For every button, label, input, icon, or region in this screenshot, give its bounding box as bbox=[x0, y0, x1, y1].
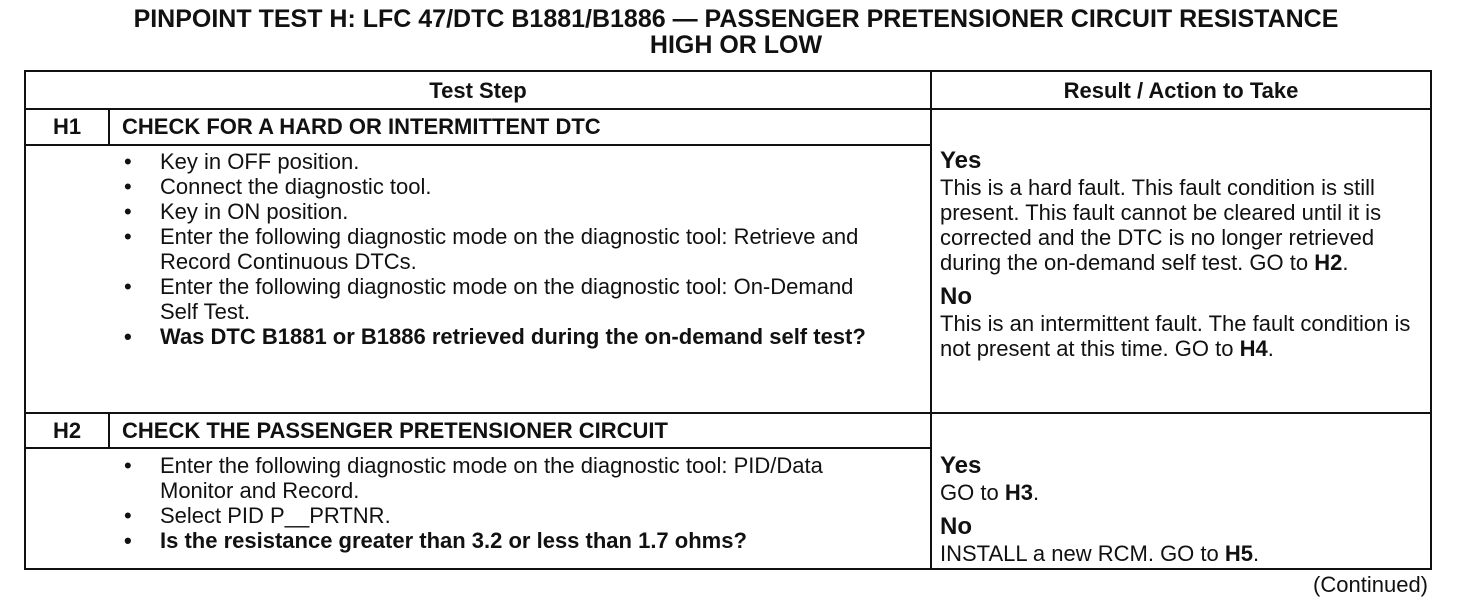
no-label: No bbox=[940, 283, 972, 310]
no-label: No bbox=[940, 513, 972, 540]
step-question: • Was DTC B1881 or B1886 retrieved during the on-demand self test? bbox=[118, 324, 878, 349]
list-item: • Enter the following diagnostic mode on the diagnostic tool: On-Demand Self Test. bbox=[118, 274, 878, 324]
goto-link[interactable]: H2 bbox=[1314, 250, 1343, 275]
list-item: • Enter the following diagnostic mode on the diagnostic tool: Retrieve and Record Continuous DTCs. bbox=[118, 224, 878, 274]
goto-link[interactable]: H4 bbox=[1239, 336, 1268, 361]
header-result-action: Result / Action to Take bbox=[1063, 78, 1299, 103]
list-item: • Enter the following diagnostic mode on the diagnostic tool: PID/Data Monitor and Record. bbox=[118, 453, 878, 503]
header-test-step: Test Step bbox=[429, 78, 527, 103]
list-item: • Key in ON position. bbox=[118, 199, 878, 224]
step-h1-instructions bbox=[118, 149, 878, 349]
result-h1 bbox=[940, 147, 1426, 369]
step-h2-instructions bbox=[118, 453, 878, 553]
h1-title-divider bbox=[26, 144, 930, 146]
yes-action: This is a hard fault. This fault condition is still present. This fault cannot be cleared until it is corrected and the DTC is no longer retrieved during the on-demand self test. GO to H2. bbox=[940, 175, 1382, 275]
continued-note: (Continued) bbox=[1313, 572, 1428, 597]
pinpoint-test-table bbox=[24, 70, 1432, 570]
no-action: INSTALL a new RCM. GO to H5. bbox=[940, 541, 1260, 566]
list-item: • Select PID P__PRTNR. bbox=[118, 503, 878, 528]
step-title-h1: CHECK FOR A HARD OR INTERMITTENT DTC bbox=[122, 114, 601, 139]
goto-link[interactable]: H5 bbox=[1224, 541, 1253, 566]
list-item: • Connect the diagnostic tool. bbox=[118, 174, 878, 199]
step-id-h2: H2 bbox=[52, 418, 82, 443]
title-line-1: PINPOINT TEST H: LFC 47/DTC B1881/B1886 — PASSENGER PRETENSIONER CIRCUIT RESISTANCE bbox=[133, 5, 1339, 33]
page-title bbox=[0, 6, 1472, 58]
no-action: This is an intermittent fault. The fault condition is not present at this time. GO to H4. bbox=[940, 311, 1411, 361]
h2-title-divider bbox=[26, 447, 930, 449]
goto-link[interactable]: H3 bbox=[1004, 480, 1033, 505]
step-id-h1: H1 bbox=[52, 114, 82, 139]
column-divider bbox=[930, 72, 932, 568]
h1-id-divider bbox=[108, 110, 110, 145]
step-question: • Is the resistance greater than 3.2 or less than 1.7 ohms? bbox=[118, 528, 878, 553]
row-divider bbox=[26, 412, 1430, 414]
h2-id-divider bbox=[108, 414, 110, 448]
step-title-h2: CHECK THE PASSENGER PRETENSIONER CIRCUIT bbox=[122, 418, 668, 443]
yes-label: Yes bbox=[940, 452, 982, 479]
result-h2 bbox=[940, 452, 1426, 574]
yes-label: Yes bbox=[940, 147, 982, 174]
list-item: • Key in OFF position. bbox=[118, 149, 878, 174]
yes-action: GO to H3. bbox=[940, 480, 1040, 505]
title-line-2: HIGH OR LOW bbox=[649, 31, 823, 59]
